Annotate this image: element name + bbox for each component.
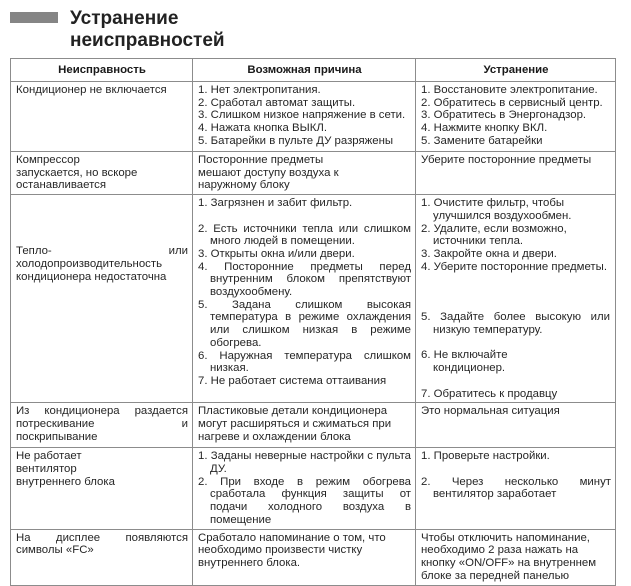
spacer	[421, 375, 580, 388]
cause-text: Сработало напоминание о том, что необходимо произвести чистку внутреннего блока.	[198, 531, 386, 569]
remedy-item: 6. Не включайте кондиционер.	[421, 349, 508, 375]
column-header-remedy: Устранение	[416, 59, 616, 82]
table-row	[11, 403, 616, 448]
cause-item: 6. Наружная температура слишком низкая.	[198, 349, 411, 375]
page-title-line-2: неисправностей	[70, 30, 225, 51]
cause-text: Пластиковые детали кондиционера могут расширяться и сжиматься при нагреве и охлаждении блока	[198, 405, 392, 443]
remedy-cell	[416, 195, 616, 403]
remedy-item: 3. Обратитесь в Энергонадзор.	[421, 109, 587, 122]
table-row	[11, 82, 616, 152]
cause-cell	[193, 195, 416, 403]
remedy-item: 2. Через несколько минут вентилятор заработает	[421, 475, 611, 501]
remedy-item: 5. Задайте более высокую или низкую температуру.	[421, 311, 610, 337]
remedy-item: 2. Удалите, если возможно, источники тепла.	[421, 222, 567, 248]
page-title-line-1: Устранение	[70, 8, 179, 29]
cause-item: 2. Сработал автомат защиты.	[198, 96, 356, 109]
fault-cell: Компрессор запускается, но вскоре останавливается	[11, 152, 193, 195]
spacer	[421, 299, 580, 312]
cause-cell	[193, 152, 416, 195]
column-header-fault: Неисправность	[11, 59, 193, 82]
remedy-item: 4. Уберите посторонние предметы.	[421, 260, 607, 273]
cause-item: 1. Загрязнен и забит фильтр.	[198, 197, 353, 210]
table-row	[11, 152, 616, 195]
spacer	[421, 337, 580, 350]
cause-item: 4. Посторонние предметы перед внутренним блоком препятствуют воздухообмену.	[198, 260, 411, 299]
remedy-item: 2. Обратитесь в сервисный центр.	[421, 96, 603, 109]
fault-cell: Не работает вентилятор внутреннего блока	[11, 448, 193, 529]
page-title	[70, 8, 225, 52]
spacer	[421, 286, 580, 299]
cause-item: 2. При входе в режим обогрева сработала функция защиты от подачи холодного воздуха в помещение	[198, 475, 411, 526]
table-row	[11, 529, 616, 585]
remedy-cell	[416, 403, 616, 448]
cause-item: 3. Открыты окна и/или двери.	[198, 247, 355, 260]
remedy-text: Уберите посторонние предметы	[421, 154, 592, 166]
remedy-cell	[416, 448, 616, 529]
fault-cell: На дисплее появляются символы «FC»	[11, 529, 193, 585]
remedy-item: 1. Очистите фильтр, чтобы улучшился воздухообмен.	[421, 197, 572, 222]
cause-item: 2. Есть источники тепла или слишком много людей в помещении.	[198, 222, 411, 248]
cause-item: 1. Заданы неверные настройки с пульта ДУ.	[198, 450, 411, 475]
cause-cell	[193, 82, 416, 152]
fault-cell: Кондиционер не включается	[11, 82, 193, 152]
remedy-item: 3. Закройте окна и двери.	[421, 247, 557, 260]
section-marker-bar	[10, 12, 58, 23]
fault-cell: Тепло- или холодопроизводительность кондиционера недостаточна	[11, 195, 193, 403]
table-header-row	[11, 59, 616, 82]
column-header-cause: Возможная причина	[193, 59, 416, 82]
remedy-text: Это нормальная ситуация	[421, 405, 560, 418]
cause-item: 5. Батарейки в пульте ДУ разряжены	[198, 134, 394, 147]
fault-cell: Из кондиционера раздается потрескивание и поскрипывание	[11, 403, 193, 448]
cause-item: 7. Не работает система оттаивания	[198, 374, 387, 387]
spacer	[421, 273, 580, 286]
cause-cell	[193, 403, 416, 448]
remedy-cell	[416, 529, 616, 585]
cause-item: 3. Слишком низкое напряжение в сети.	[198, 109, 406, 122]
cause-item: 1. Нет электропитания.	[198, 84, 321, 96]
spacer	[421, 463, 611, 476]
cause-cell	[193, 529, 416, 585]
cause-text: Посторонние предметы мешают доступу воздуха к наружному блоку	[198, 154, 339, 192]
remedy-cell	[416, 82, 616, 152]
remedy-item: 1. Восстановите электропитание.	[421, 84, 598, 96]
cause-item: 4. Нажата кнопка ВЫКЛ.	[198, 122, 327, 135]
spacer	[198, 210, 411, 223]
cause-item: 5. Задана слишком высокая температура в режиме охлаждения или слишком низкая в режиме обогрева.	[198, 298, 411, 349]
remedy-item: 4. Нажмите кнопку ВКЛ.	[421, 122, 548, 135]
table-row	[11, 448, 616, 529]
cause-cell	[193, 448, 416, 529]
troubleshooting-table	[10, 58, 616, 586]
remedy-text: Чтобы отключить напоминание, необходимо 2 раза нажать на кнопку «ON/OFF» на внутреннем блоке за передней панелью	[421, 531, 597, 582]
table-row	[11, 195, 616, 403]
remedy-cell	[416, 152, 616, 195]
remedy-item: 5. Замените батарейки	[421, 134, 543, 147]
remedy-item: 1. Проверьте настройки.	[421, 450, 550, 463]
remedy-item: 7. Обратитесь к продавцу	[421, 387, 558, 400]
